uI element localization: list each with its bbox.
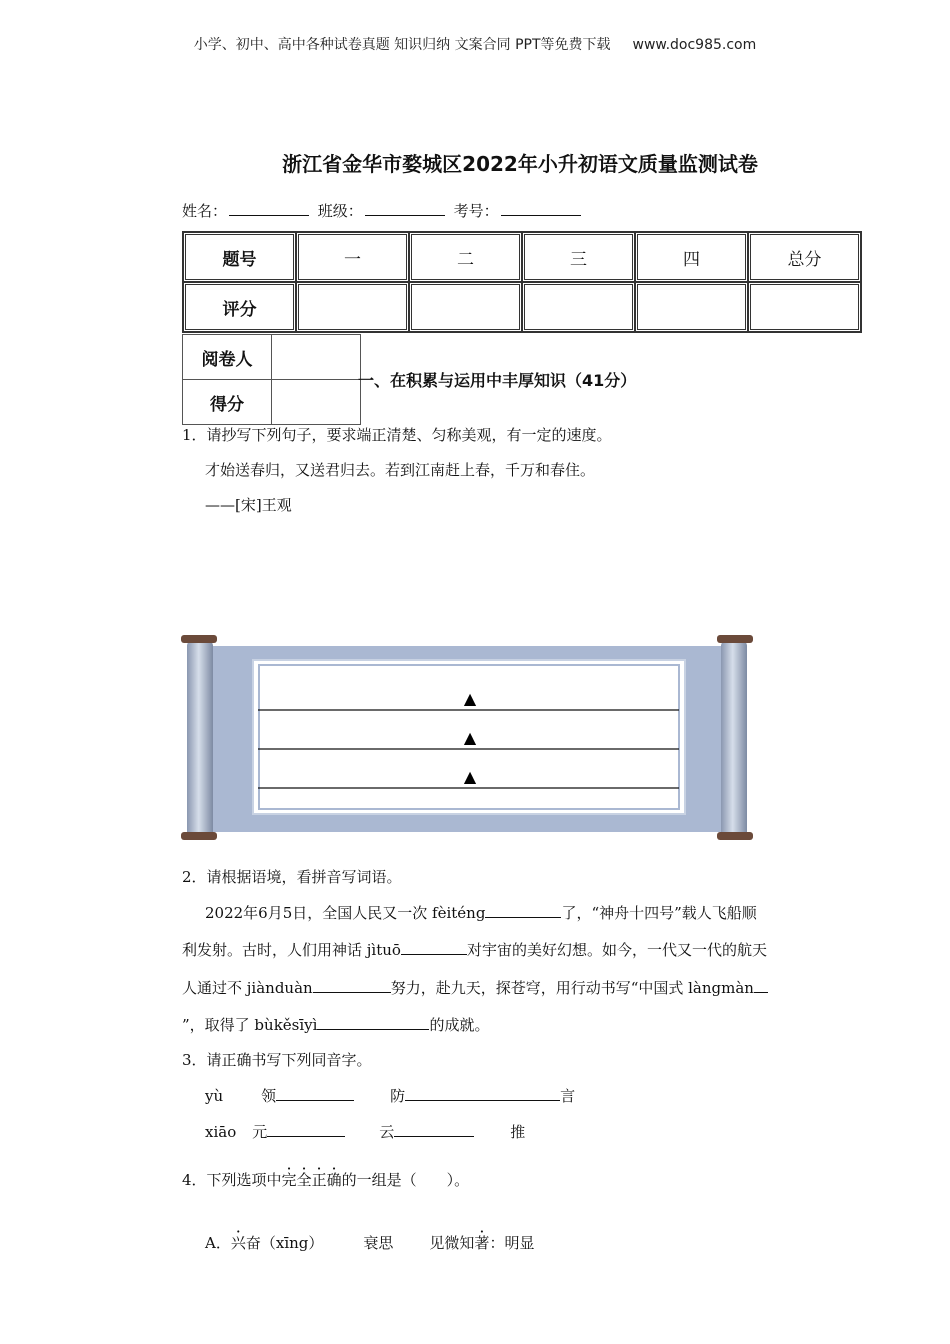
score-value-row <box>183 282 861 332</box>
q2-para-line-2 <box>182 939 767 960</box>
q3-prompt: 3．请正确书写下列同音字。 <box>182 1051 372 1069</box>
q2-blank-5[interactable] <box>317 1015 429 1030</box>
header-promo: 小学、初中、高中各种试卷真题 知识归纳 文案合同 PPT等免费下载 <box>193 37 611 53</box>
q3-char: 防 <box>390 1087 406 1105</box>
class-label: 班级： <box>317 202 363 220</box>
q2-text: 了，“神舟十四号”载人飞船顺 <box>561 904 757 922</box>
score-empty-cell[interactable] <box>522 282 635 332</box>
student-info <box>182 200 585 221</box>
q2-text: 的成就。 <box>429 1016 490 1034</box>
score-cell: 二 <box>409 232 522 282</box>
q2-para-line-3 <box>182 977 768 998</box>
q4-dotted-char: 全 <box>296 1171 312 1189</box>
score-table <box>182 231 862 333</box>
name-field[interactable] <box>229 201 309 216</box>
page-header <box>0 34 950 54</box>
q4-option-a[interactable] <box>205 1232 534 1253</box>
reviewer-score-field[interactable] <box>272 380 361 425</box>
q3-char: 推 <box>510 1123 526 1141</box>
score-empty-cell[interactable] <box>635 282 748 332</box>
number-label: 考号： <box>453 202 499 220</box>
number-field[interactable] <box>501 201 581 216</box>
q2-text: 对宇宙的美好幻想。如今，一代又一代的航天 <box>466 941 767 959</box>
reviewer-score-label: 得分 <box>183 380 272 425</box>
score-cell: 四 <box>635 232 748 282</box>
option-word: 奋（xīng） <box>245 1234 324 1252</box>
q1-poem: 才始送春归，又送君归去。若到江南赶上春，千万和春住。 <box>205 461 596 479</box>
q2-text: 2022年6月5日，全国人民又一次 fèiténg <box>205 904 486 922</box>
q3-pinyin: xiāo <box>205 1123 237 1141</box>
header-site[interactable]: www.doc985.com <box>632 37 757 53</box>
q2-para-line-1 <box>205 902 757 923</box>
option-word: 衰思 <box>363 1234 394 1252</box>
q3-char: 言 <box>560 1087 576 1105</box>
q4-dotted-char: 兴 <box>230 1234 246 1252</box>
q2-text: 努力，赴九天，探苍穹，用行动书写“中国式 làngmàn <box>390 979 754 997</box>
q2-prompt: 2．请根据语境，看拼音写词语。 <box>182 868 402 886</box>
reviewer-field[interactable] <box>272 335 361 380</box>
score-cell: 总分 <box>748 232 861 282</box>
answer-mark-3: ▲ <box>463 767 477 786</box>
score-empty-cell[interactable] <box>409 282 522 332</box>
q3-char: 领 <box>261 1087 277 1105</box>
q3-char: 云 <box>379 1123 395 1141</box>
q2-blank-3[interactable] <box>313 978 391 993</box>
q2-para-line-4 <box>182 1014 489 1035</box>
score-cell: 一 <box>296 232 409 282</box>
name-label: 姓名： <box>182 202 228 220</box>
answer-mark-1: ▲ <box>463 689 477 708</box>
q3-pinyin: yù <box>205 1087 224 1105</box>
class-field[interactable] <box>365 201 445 216</box>
q1-prompt: 1．请抄写下列句子，要求端正清楚、匀称美观，有一定的速度。 <box>182 426 612 444</box>
q4-dotted-char: 著 <box>474 1234 490 1252</box>
q4-dotted-char: 确 <box>326 1171 342 1189</box>
scroll-answer-area <box>181 632 753 844</box>
score-empty-cell[interactable] <box>296 282 409 332</box>
answer-mark-2: ▲ <box>463 728 477 747</box>
page-title: 浙江省金华市婺城区2022年小升初语文质量监测试卷 <box>282 152 758 176</box>
score-label-cell: 评分 <box>183 282 296 332</box>
q2-blank-2[interactable] <box>401 940 467 955</box>
reviewer-label: 阅卷人 <box>183 335 272 380</box>
score-empty-cell[interactable] <box>748 282 861 332</box>
q4-text: 的一组是（ ）。 <box>341 1171 470 1189</box>
q2-text: ”，取得了 bùkěsīyì <box>182 1016 318 1034</box>
q3-blank[interactable] <box>394 1122 474 1137</box>
q3-blank[interactable] <box>405 1086 560 1101</box>
q2-blank-1[interactable] <box>485 903 561 918</box>
q3-row-1 <box>205 1085 575 1106</box>
q3-row-2 <box>205 1121 525 1142</box>
option-word: 见微知 <box>429 1234 475 1252</box>
q4-dotted-char: 完 <box>281 1171 297 1189</box>
scroll-illustration <box>181 632 753 844</box>
q4-dotted-char: 正 <box>311 1171 327 1189</box>
score-header-row <box>183 232 861 282</box>
option-label: A． <box>205 1234 231 1252</box>
q2-text: 利发射。古时，人们用神话 jìtuō <box>182 941 401 959</box>
score-cell: 三 <box>522 232 635 282</box>
section-1-heading: 一、在积累与运用中丰厚知识（41分） <box>358 371 637 390</box>
q1-author: ——[宋]王观 <box>205 496 292 514</box>
score-cell: 题号 <box>183 232 296 282</box>
q2-blank-4[interactable] <box>754 978 768 993</box>
q3-blank[interactable] <box>276 1086 354 1101</box>
option-word: ：明显 <box>489 1234 535 1252</box>
q3-char: 元 <box>252 1123 268 1141</box>
q3-blank[interactable] <box>267 1122 345 1137</box>
q2-text: 人通过不 jiànduàn <box>182 979 313 997</box>
reviewer-table <box>182 334 361 425</box>
q4-text: 4．下列选项中 <box>182 1171 282 1189</box>
q4-prompt <box>182 1169 469 1190</box>
